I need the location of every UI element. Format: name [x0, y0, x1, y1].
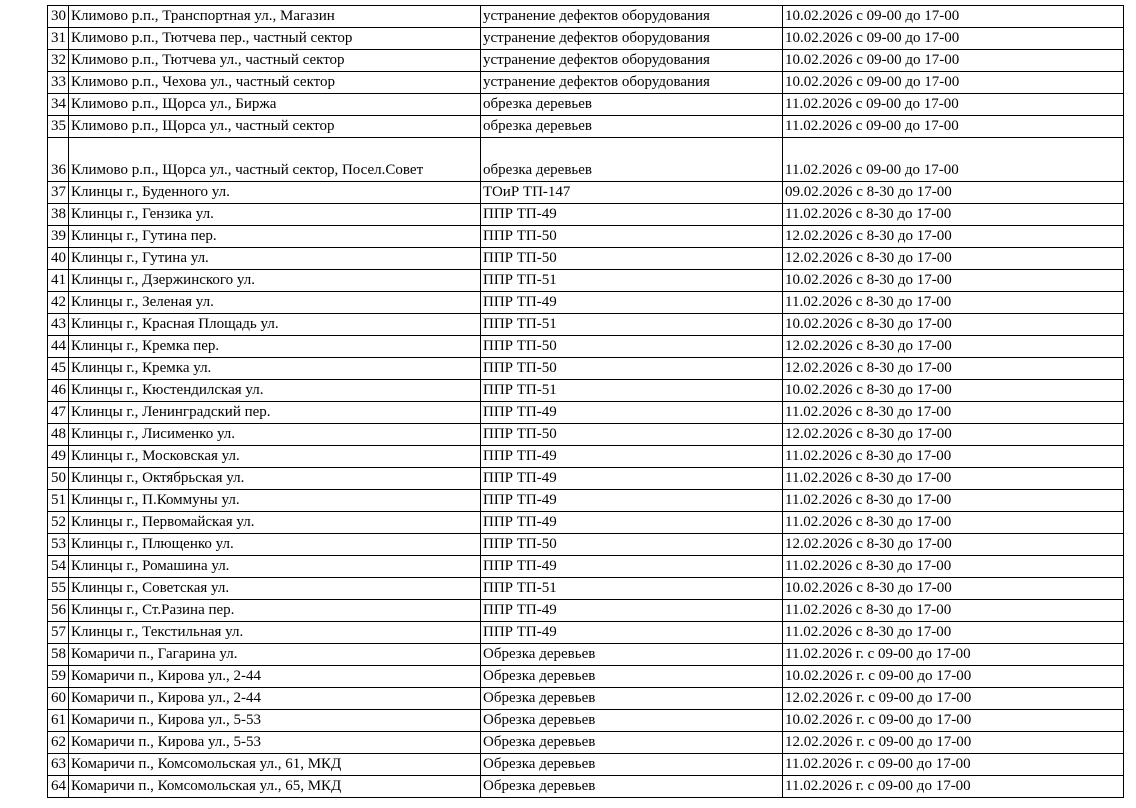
address-cell: Комаричи п., Кирова ул., 2-44 [69, 688, 481, 710]
row-number-cell: 51 [48, 490, 69, 512]
date-time-cell: 10.02.2026 с 09-00 до 17-00 [783, 50, 1124, 72]
work-type-cell: ППР ТП-49 [481, 490, 783, 512]
row-number-cell: 39 [48, 226, 69, 248]
work-type-cell: обрезка деревьев [481, 94, 783, 116]
address-cell: Клинцы г., Плющенко ул. [69, 534, 481, 556]
work-type-cell: ППР ТП-50 [481, 336, 783, 358]
address-cell: Комаричи п., Комсомольская ул., 65, МКД [69, 776, 481, 798]
address-cell: Клинцы г., Зеленая ул. [69, 292, 481, 314]
work-type-cell: ППР ТП-51 [481, 380, 783, 402]
table-row [48, 468, 1124, 490]
work-type-cell: Обрезка деревьев [481, 754, 783, 776]
table-row [48, 644, 1124, 666]
row-number-cell: 31 [48, 28, 69, 50]
work-type-cell: устранение дефектов оборудования [481, 50, 783, 72]
address-cell: Клинцы г., Красная Площадь ул. [69, 314, 481, 336]
address-cell: Клинцы г., Кремка ул. [69, 358, 481, 380]
table-row [48, 358, 1124, 380]
date-time-cell: 10.02.2026 с 09-00 до 17-00 [783, 6, 1124, 28]
address-cell: Клинцы г., Ст.Разина пер. [69, 600, 481, 622]
table-row [48, 336, 1124, 358]
work-type-cell: устранение дефектов оборудования [481, 28, 783, 50]
work-type-cell: Обрезка деревьев [481, 776, 783, 798]
date-time-cell: 10.02.2026 с 8-30 до 17-00 [783, 380, 1124, 402]
row-number-cell: 30 [48, 6, 69, 28]
table-row [48, 600, 1124, 622]
table-row [48, 94, 1124, 116]
work-type-cell: ППР ТП-49 [481, 512, 783, 534]
row-number-cell: 34 [48, 94, 69, 116]
date-time-cell: 11.02.2026 с 8-30 до 17-00 [783, 292, 1124, 314]
outage-schedule-table [47, 5, 1124, 798]
address-cell: Климово р.п., Щорса ул., частный сектор, Посел.Совет [69, 138, 481, 182]
work-type-cell: Обрезка деревьев [481, 666, 783, 688]
table-row [48, 292, 1124, 314]
row-number-cell: 56 [48, 600, 69, 622]
table-row [48, 50, 1124, 72]
row-number-cell: 37 [48, 182, 69, 204]
table-row [48, 512, 1124, 534]
row-number-cell: 55 [48, 578, 69, 600]
address-cell: Комаричи п., Кирова ул., 2-44 [69, 666, 481, 688]
address-cell: Комаричи п., Кирова ул., 5-53 [69, 710, 481, 732]
table-row [48, 710, 1124, 732]
table-row [48, 534, 1124, 556]
address-cell: Клинцы г., Гензика ул. [69, 204, 481, 226]
address-cell: Климово р.п., Транспортная ул., Магазин [69, 6, 481, 28]
address-cell: Клинцы г., Ромашина ул. [69, 556, 481, 578]
work-type-cell: ППР ТП-49 [481, 556, 783, 578]
work-type-cell: ППР ТП-49 [481, 204, 783, 226]
work-type-cell: ППР ТП-50 [481, 358, 783, 380]
date-time-cell: 12.02.2026 г. с 09-00 до 17-00 [783, 688, 1124, 710]
table-row [48, 226, 1124, 248]
date-time-cell: 11.02.2026 с 8-30 до 17-00 [783, 512, 1124, 534]
address-cell: Клинцы г., П.Коммуны ул. [69, 490, 481, 512]
row-number-cell: 47 [48, 402, 69, 424]
row-number-cell: 40 [48, 248, 69, 270]
row-number-cell: 49 [48, 446, 69, 468]
address-cell: Клинцы г., Дзержинского ул. [69, 270, 481, 292]
date-time-cell: 10.02.2026 г. с 09-00 до 17-00 [783, 710, 1124, 732]
row-number-cell: 42 [48, 292, 69, 314]
work-type-cell: обрезка деревьев [481, 138, 783, 182]
work-type-cell: ТОиР ТП-147 [481, 182, 783, 204]
address-cell: Климово р.п., Тютчева ул., частный сектор [69, 50, 481, 72]
table-row [48, 314, 1124, 336]
date-time-cell: 11.02.2026 г. с 09-00 до 17-00 [783, 644, 1124, 666]
work-type-cell: Обрезка деревьев [481, 732, 783, 754]
date-time-cell: 10.02.2026 с 09-00 до 17-00 [783, 72, 1124, 94]
date-time-cell: 10.02.2026 с 8-30 до 17-00 [783, 578, 1124, 600]
row-number-cell: 32 [48, 50, 69, 72]
row-number-cell: 64 [48, 776, 69, 798]
date-time-cell: 09.02.2026 с 8-30 до 17-00 [783, 182, 1124, 204]
address-cell: Клинцы г., Московская ул. [69, 446, 481, 468]
work-type-cell: ППР ТП-51 [481, 578, 783, 600]
table-row [48, 446, 1124, 468]
work-type-cell: Обрезка деревьев [481, 688, 783, 710]
row-number-cell: 59 [48, 666, 69, 688]
table-row [48, 556, 1124, 578]
table-row [48, 72, 1124, 94]
date-time-cell: 12.02.2026 с 8-30 до 17-00 [783, 248, 1124, 270]
address-cell: Клинцы г., Гутина ул. [69, 248, 481, 270]
row-number-cell: 57 [48, 622, 69, 644]
address-cell: Комаричи п., Гагарина ул. [69, 644, 481, 666]
work-type-cell: ППР ТП-50 [481, 424, 783, 446]
work-type-cell: ППР ТП-49 [481, 468, 783, 490]
date-time-cell: 12.02.2026 с 8-30 до 17-00 [783, 226, 1124, 248]
row-number-cell: 44 [48, 336, 69, 358]
address-cell: Клинцы г., Лисименко ул. [69, 424, 481, 446]
address-cell: Клинцы г., Советская ул. [69, 578, 481, 600]
address-cell: Клинцы г., Кремка пер. [69, 336, 481, 358]
work-type-cell: ППР ТП-49 [481, 402, 783, 424]
table-row [48, 116, 1124, 138]
table-row [48, 622, 1124, 644]
table-row [48, 28, 1124, 50]
address-cell: Климово р.п., Щорса ул., Биржа [69, 94, 481, 116]
address-cell: Клинцы г., Гутина пер. [69, 226, 481, 248]
table-row [48, 248, 1124, 270]
address-cell: Клинцы г., Ленинградский пер. [69, 402, 481, 424]
address-cell: Клинцы г., Октябрьская ул. [69, 468, 481, 490]
date-time-cell: 10.02.2026 с 8-30 до 17-00 [783, 314, 1124, 336]
table-row [48, 138, 1124, 182]
date-time-cell: 10.02.2026 с 09-00 до 17-00 [783, 28, 1124, 50]
work-type-cell: ППР ТП-49 [481, 600, 783, 622]
table-row [48, 666, 1124, 688]
work-type-cell: обрезка деревьев [481, 116, 783, 138]
row-number-cell: 48 [48, 424, 69, 446]
work-type-cell: ППР ТП-50 [481, 226, 783, 248]
date-time-cell: 11.02.2026 с 8-30 до 17-00 [783, 622, 1124, 644]
address-cell: Комаричи п., Комсомольская ул., 61, МКД [69, 754, 481, 776]
work-type-cell: ППР ТП-49 [481, 292, 783, 314]
table-row [48, 380, 1124, 402]
table-body [48, 6, 1124, 798]
table-row [48, 204, 1124, 226]
table-row [48, 776, 1124, 798]
date-time-cell: 11.02.2026 с 8-30 до 17-00 [783, 468, 1124, 490]
date-time-cell: 11.02.2026 с 8-30 до 17-00 [783, 204, 1124, 226]
address-cell: Клинцы г., Первомайская ул. [69, 512, 481, 534]
work-type-cell: ППР ТП-51 [481, 314, 783, 336]
date-time-cell: 11.02.2026 г. с 09-00 до 17-00 [783, 776, 1124, 798]
row-number-cell: 46 [48, 380, 69, 402]
row-number-cell: 63 [48, 754, 69, 776]
date-time-cell: 11.02.2026 г. с 09-00 до 17-00 [783, 754, 1124, 776]
table-row [48, 6, 1124, 28]
work-type-cell: Обрезка деревьев [481, 710, 783, 732]
date-time-cell: 12.02.2026 г. с 09-00 до 17-00 [783, 732, 1124, 754]
table-row [48, 688, 1124, 710]
table-row [48, 578, 1124, 600]
table-row [48, 182, 1124, 204]
table-row [48, 754, 1124, 776]
table-row [48, 402, 1124, 424]
work-type-cell: ППР ТП-49 [481, 622, 783, 644]
work-type-cell: ППР ТП-50 [481, 248, 783, 270]
date-time-cell: 11.02.2026 с 8-30 до 17-00 [783, 556, 1124, 578]
date-time-cell: 11.02.2026 с 8-30 до 17-00 [783, 600, 1124, 622]
date-time-cell: 12.02.2026 с 8-30 до 17-00 [783, 358, 1124, 380]
date-time-cell: 11.02.2026 с 8-30 до 17-00 [783, 490, 1124, 512]
row-number-cell: 60 [48, 688, 69, 710]
address-cell: Клинцы г., Текстильная ул. [69, 622, 481, 644]
date-time-cell: 10.02.2026 г. с 09-00 до 17-00 [783, 666, 1124, 688]
row-number-cell: 50 [48, 468, 69, 490]
address-cell: Климово р.п., Чехова ул., частный сектор [69, 72, 481, 94]
row-number-cell: 62 [48, 732, 69, 754]
address-cell: Климово р.п., Тютчева пер., частный сектор [69, 28, 481, 50]
date-time-cell: 11.02.2026 с 09-00 до 17-00 [783, 94, 1124, 116]
table-row [48, 424, 1124, 446]
date-time-cell: 12.02.2026 с 8-30 до 17-00 [783, 534, 1124, 556]
date-time-cell: 11.02.2026 с 8-30 до 17-00 [783, 446, 1124, 468]
row-number-cell: 33 [48, 72, 69, 94]
row-number-cell: 45 [48, 358, 69, 380]
work-type-cell: ППР ТП-51 [481, 270, 783, 292]
date-time-cell: 10.02.2026 с 8-30 до 17-00 [783, 270, 1124, 292]
date-time-cell: 12.02.2026 с 8-30 до 17-00 [783, 336, 1124, 358]
work-type-cell: ППР ТП-49 [481, 446, 783, 468]
address-cell: Клинцы г., Буденного ул. [69, 182, 481, 204]
row-number-cell: 35 [48, 116, 69, 138]
row-number-cell: 58 [48, 644, 69, 666]
work-type-cell: Обрезка деревьев [481, 644, 783, 666]
date-time-cell: 11.02.2026 с 09-00 до 17-00 [783, 138, 1124, 182]
row-number-cell: 43 [48, 314, 69, 336]
work-type-cell: устранение дефектов оборудования [481, 6, 783, 28]
row-number-cell: 41 [48, 270, 69, 292]
date-time-cell: 11.02.2026 с 09-00 до 17-00 [783, 116, 1124, 138]
table-row [48, 490, 1124, 512]
work-type-cell: ППР ТП-50 [481, 534, 783, 556]
row-number-cell: 38 [48, 204, 69, 226]
row-number-cell: 52 [48, 512, 69, 534]
date-time-cell: 12.02.2026 с 8-30 до 17-00 [783, 424, 1124, 446]
table-row [48, 732, 1124, 754]
row-number-cell: 36 [48, 138, 69, 182]
table-row [48, 270, 1124, 292]
address-cell: Комаричи п., Кирова ул., 5-53 [69, 732, 481, 754]
row-number-cell: 54 [48, 556, 69, 578]
row-number-cell: 61 [48, 710, 69, 732]
work-type-cell: устранение дефектов оборудования [481, 72, 783, 94]
date-time-cell: 11.02.2026 с 8-30 до 17-00 [783, 402, 1124, 424]
address-cell: Климово р.п., Щорса ул., частный сектор [69, 116, 481, 138]
row-number-cell: 53 [48, 534, 69, 556]
address-cell: Клинцы г., Кюстендилская ул. [69, 380, 481, 402]
